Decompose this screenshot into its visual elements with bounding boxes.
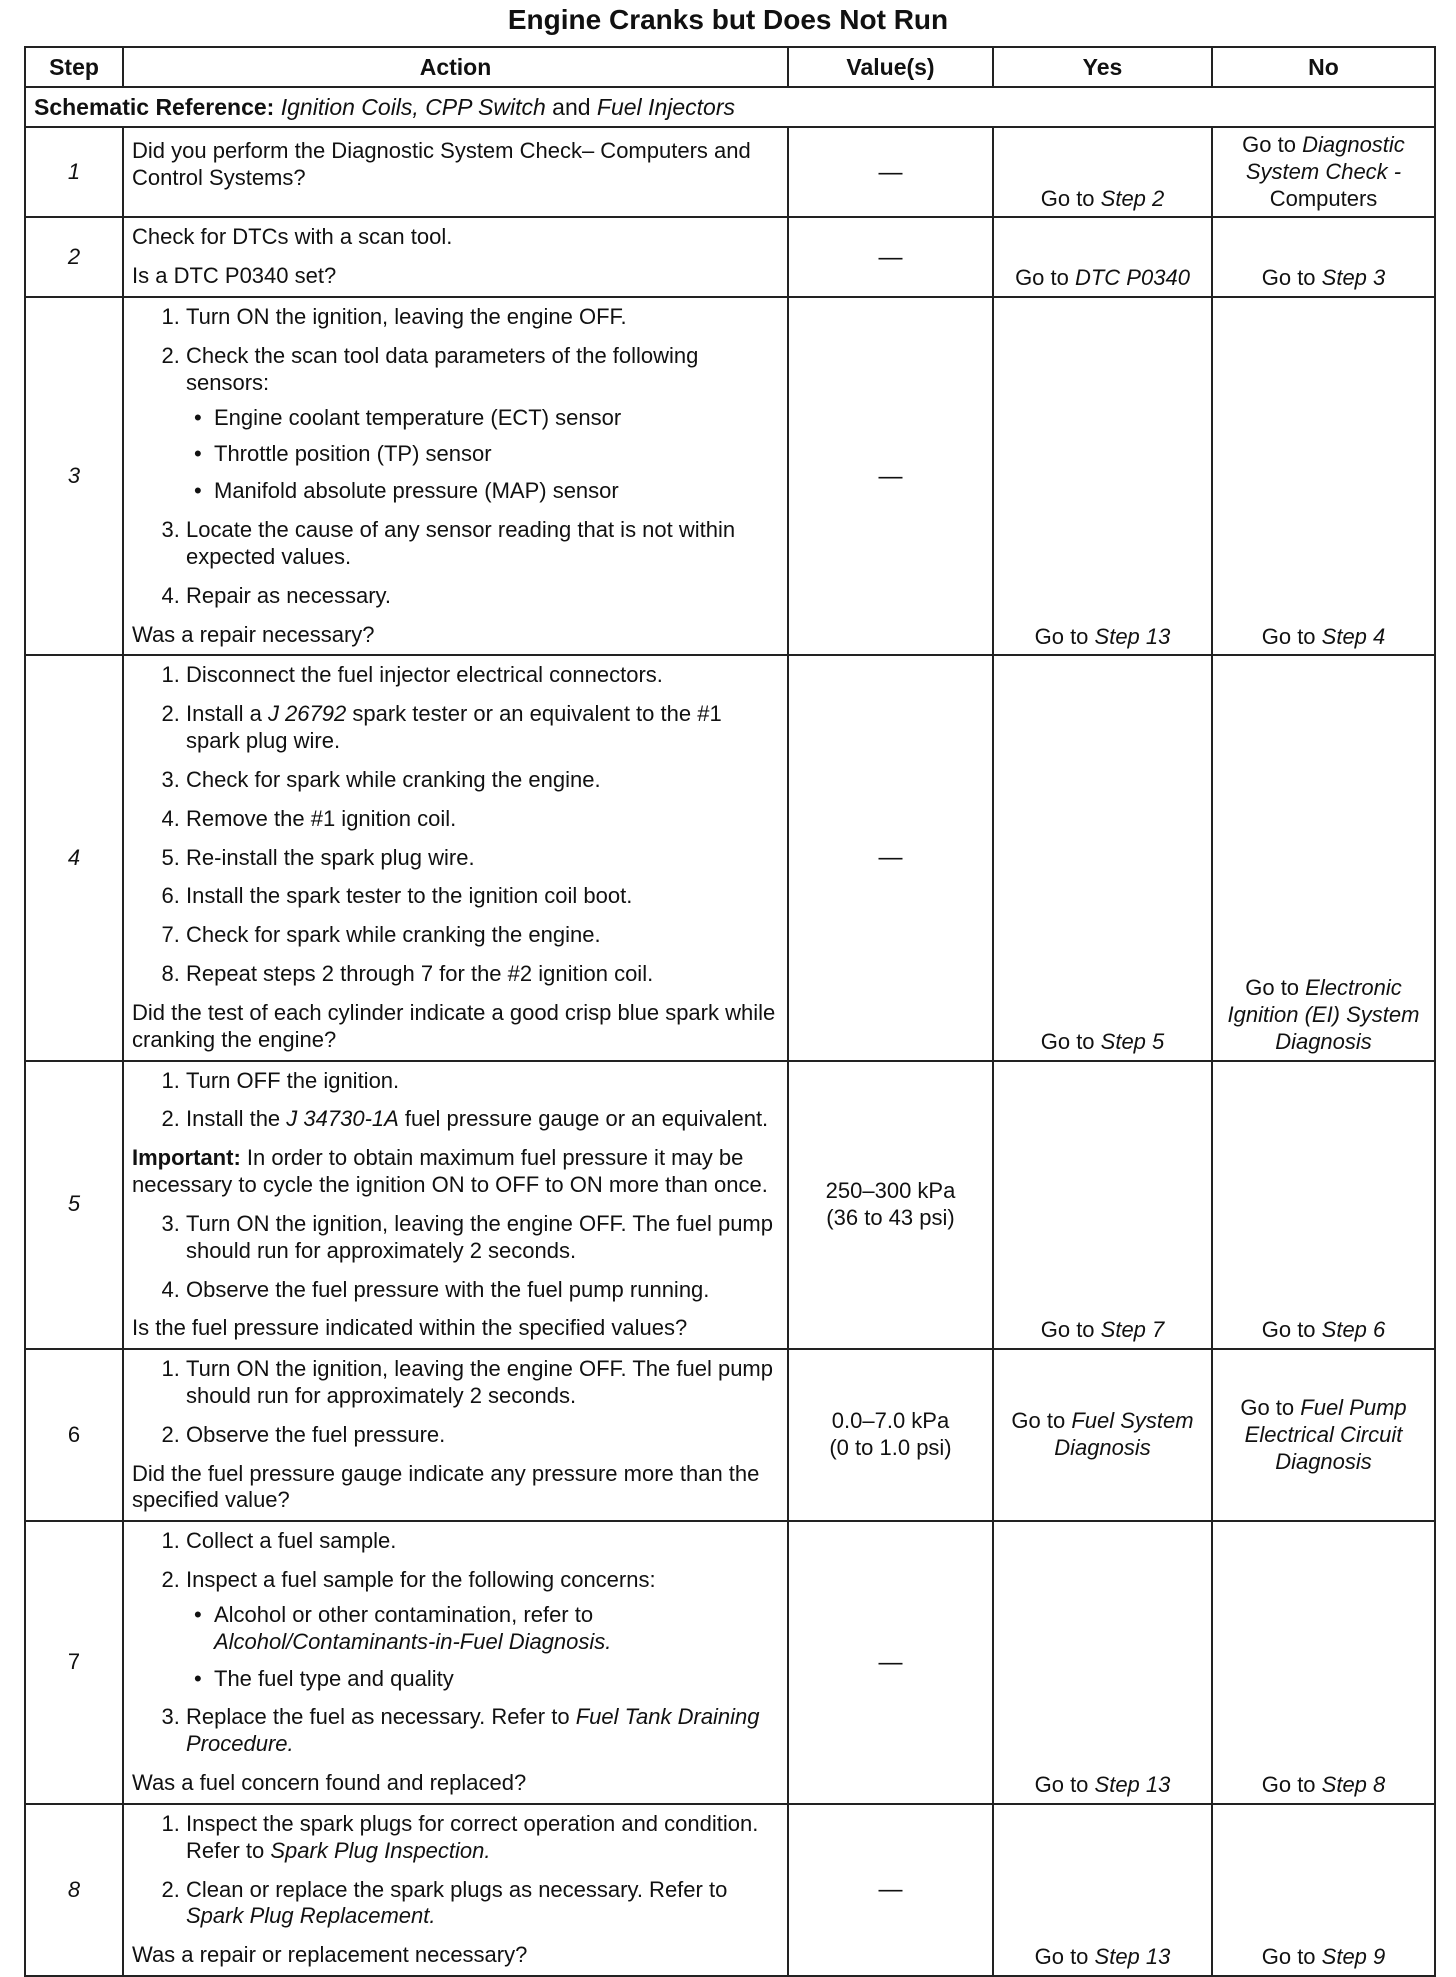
yes-text: Go to xyxy=(1034,1772,1095,1798)
action-steps xyxy=(132,1211,779,1303)
action-steps xyxy=(132,662,779,987)
yes-text: Go to xyxy=(1015,265,1075,291)
schematic-reference xyxy=(25,87,1435,127)
action-step-text: Disconnect the fuel injector electrical connectors. xyxy=(186,662,663,688)
table-row xyxy=(25,655,1435,1060)
no-text: Diagnostic System Check - xyxy=(1245,132,1405,184)
sub-item xyxy=(214,405,779,432)
sub-items xyxy=(186,1602,779,1692)
action-step xyxy=(186,517,779,571)
action-step xyxy=(186,1528,779,1555)
values-cell xyxy=(788,217,993,297)
action-cell xyxy=(123,127,788,217)
values-cell xyxy=(788,127,993,217)
action-step-text: Clean or replace the spark plugs as necessary. Refer to xyxy=(186,1876,728,1902)
action-cell xyxy=(123,217,788,297)
action-step-text: Install a xyxy=(186,701,268,727)
no-outcome xyxy=(1212,127,1435,217)
header-row xyxy=(25,47,1435,87)
value-line: 0.0–7.0 kPa xyxy=(831,1408,950,1434)
yes-text: Step 13 xyxy=(1094,1772,1171,1798)
action-steps xyxy=(132,1811,779,1930)
yes-text: Go to xyxy=(1011,1408,1072,1434)
sub-item xyxy=(214,478,779,505)
no-text: Go to xyxy=(1261,1772,1322,1798)
no-text: Step 8 xyxy=(1321,1772,1386,1798)
sub-item-text: The fuel type and quality xyxy=(214,1665,454,1691)
action-step xyxy=(186,1068,779,1095)
action-step xyxy=(186,701,779,755)
no-text: Go to xyxy=(1261,1944,1322,1970)
step-number: 8 xyxy=(25,1804,123,1976)
action-step-text: Observe the fuel pressure. xyxy=(186,1421,446,1447)
action-step xyxy=(186,1877,779,1931)
no-text: Step 4 xyxy=(1321,623,1386,649)
dash-value: — xyxy=(878,243,903,271)
step-number: 1 xyxy=(25,127,123,217)
sub-item-text: Manifold absolute pressure (MAP) sensor xyxy=(214,478,619,504)
table-row xyxy=(25,217,1435,297)
action-question xyxy=(132,263,779,290)
no-text: Step 6 xyxy=(1321,1317,1386,1343)
yes-outcome xyxy=(993,1521,1212,1804)
action-step xyxy=(186,922,779,949)
action-step-text: spark tester or an equivalent to the #1 spark plug wire. xyxy=(186,701,722,754)
action-step xyxy=(186,662,779,689)
no-outcome xyxy=(1212,1061,1435,1350)
action-step xyxy=(186,1567,779,1692)
dash-value: — xyxy=(878,462,903,490)
values-cell xyxy=(788,1349,993,1521)
yes-outcome xyxy=(993,655,1212,1060)
no-outcome xyxy=(1212,1521,1435,1804)
page-title: Engine Cranks but Does Not Run xyxy=(507,4,949,35)
question-text: Is a DTC P0340 set? xyxy=(132,263,337,289)
step-number: 3 xyxy=(25,297,123,655)
action-step-text: Re-install the spark plug wire. xyxy=(186,844,475,870)
action-question xyxy=(132,1315,779,1342)
action-question xyxy=(132,1000,779,1054)
no-text: Go to xyxy=(1245,975,1306,1001)
no-outcome xyxy=(1212,655,1435,1060)
note-text: In order to obtain maximum fuel pressure it may be necessary to cycle the ignition ON to OFF to ON more than once. xyxy=(132,1145,768,1198)
sub-items xyxy=(186,405,779,505)
table-row xyxy=(25,127,1435,217)
sub-item xyxy=(214,441,779,468)
header-no: No xyxy=(1212,47,1435,87)
action-step xyxy=(186,1422,779,1449)
no-text: Computers xyxy=(1269,185,1378,211)
yes-text: Step 5 xyxy=(1100,1028,1165,1054)
schematic-ref: Ignition Coils, CPP Switch xyxy=(280,93,546,120)
action-step-text: Spark Plug Replacement. xyxy=(186,1903,436,1929)
important-note xyxy=(132,1145,779,1199)
action-step-text: Repeat steps 2 through 7 for the #2 ignition coil. xyxy=(186,961,654,987)
no-text: Go to xyxy=(1261,623,1322,649)
no-outcome xyxy=(1212,297,1435,655)
action-question xyxy=(132,1461,779,1515)
action-instruction xyxy=(132,224,779,251)
question-text: Check for DTCs with a scan tool. xyxy=(132,224,453,250)
sub-item-text: Throttle position (TP) sensor xyxy=(214,441,492,467)
table-row xyxy=(25,1349,1435,1521)
yes-text: Step 13 xyxy=(1094,623,1171,649)
action-step-text: Remove the #1 ignition coil. xyxy=(186,805,457,831)
action-step xyxy=(186,845,779,872)
yes-text: Fuel System Diagnosis xyxy=(1054,1408,1194,1461)
action-step-text: Collect a fuel sample. xyxy=(186,1528,397,1554)
value-line: (36 to 43 psi) xyxy=(826,1204,955,1230)
yes-text: Go to xyxy=(1040,1317,1101,1343)
schematic-row xyxy=(25,87,1435,127)
action-step xyxy=(186,1811,779,1865)
sub-item-text: Engine coolant temperature (ECT) sensor xyxy=(214,404,622,430)
action-steps xyxy=(132,1068,779,1134)
yes-outcome xyxy=(993,1349,1212,1521)
action-step xyxy=(186,304,779,331)
no-outcome xyxy=(1212,217,1435,297)
header-values: Value(s) xyxy=(788,47,993,87)
yes-text: DTC P0340 xyxy=(1074,265,1190,291)
step-number: 5 xyxy=(25,1061,123,1350)
dash-value: — xyxy=(878,844,903,872)
action-step-text: Turn ON the ignition, leaving the engine OFF. The fuel pump should run for approximately 2 seconds. xyxy=(186,1210,773,1263)
schematic-ref: and xyxy=(545,93,597,120)
no-outcome xyxy=(1212,1804,1435,1976)
action-step-text: Check for spark while cranking the engine. xyxy=(186,922,601,948)
action-step-text: Turn ON the ignition, leaving the engine OFF. xyxy=(186,304,627,330)
action-step-text: Locate the cause of any sensor reading that is not within expected values. xyxy=(186,517,736,569)
question-text: Was a repair or replacement necessary? xyxy=(132,1942,528,1968)
yes-outcome xyxy=(993,1804,1212,1976)
sub-item xyxy=(214,1666,779,1693)
yes-outcome xyxy=(993,297,1212,655)
action-step xyxy=(186,806,779,833)
action-step-text: Inspect the spark plugs for correct operation and condition. Refer to xyxy=(186,1810,759,1863)
action-cell xyxy=(123,655,788,1060)
action-step xyxy=(186,961,779,988)
action-steps xyxy=(132,304,779,609)
yes-text: Go to xyxy=(1040,185,1101,211)
yes-outcome xyxy=(993,127,1212,217)
values-cell xyxy=(788,1804,993,1976)
yes-outcome xyxy=(993,1061,1212,1350)
sub-item xyxy=(214,1602,779,1656)
action-step-text: Turn ON the ignition, leaving the engine OFF. The fuel pump should run for approximately 2 seconds. xyxy=(186,1356,773,1408)
no-text: Step 3 xyxy=(1321,265,1386,291)
action-steps xyxy=(132,1356,779,1448)
action-cell xyxy=(123,1521,788,1804)
action-step-text: Check for spark while cranking the engine. xyxy=(186,766,601,792)
yes-text: Step 7 xyxy=(1100,1317,1165,1343)
yes-text: Go to xyxy=(1034,1944,1095,1970)
sub-item-text: Alcohol or other contamination, refer to xyxy=(214,1601,594,1627)
question-text: Did the test of each cylinder indicate a good crisp blue spark while cranking the engine? xyxy=(132,999,776,1052)
action-cell xyxy=(123,1804,788,1976)
action-step xyxy=(186,767,779,794)
action-cell xyxy=(123,1061,788,1350)
no-text: Go to xyxy=(1261,1317,1322,1343)
question-text: Is the fuel pressure indicated within the specified values? xyxy=(132,1315,688,1341)
no-text: Go to xyxy=(1240,1394,1301,1420)
values-cell xyxy=(788,1521,993,1804)
action-step xyxy=(186,1277,779,1304)
table-row xyxy=(25,1804,1435,1976)
header-step: Step xyxy=(25,47,123,87)
header-action: Action xyxy=(123,47,788,87)
action-step-text: J 26792 xyxy=(267,701,347,727)
step-number: 7 xyxy=(25,1521,123,1804)
sub-item-text: Alcohol/Contaminants-in-Fuel Diagnosis. xyxy=(214,1628,612,1654)
action-step-text: Spark Plug Inspection. xyxy=(270,1837,491,1863)
table-row xyxy=(25,1521,1435,1804)
table-row xyxy=(25,297,1435,655)
yes-outcome xyxy=(993,217,1212,297)
action-cell xyxy=(123,1349,788,1521)
yes-text: Step 2 xyxy=(1100,185,1165,211)
question-text: Was a fuel concern found and replaced? xyxy=(132,1770,527,1796)
action-step-text: Repair as necessary. xyxy=(186,582,392,608)
no-text: Go to xyxy=(1242,132,1303,157)
step-number: 4 xyxy=(25,655,123,1060)
yes-text: Go to xyxy=(1034,623,1095,649)
action-step xyxy=(186,1704,779,1758)
table-row xyxy=(25,1061,1435,1350)
action-step-text: J 34730-1A xyxy=(286,1106,399,1132)
dash-value: — xyxy=(878,1876,903,1904)
action-step-text: Observe the fuel pressure with the fuel pump running. xyxy=(186,1276,710,1302)
action-step-text: fuel pressure gauge or an equivalent. xyxy=(398,1106,769,1132)
action-step-text: Install the xyxy=(186,1106,287,1132)
action-step-text: Fuel Tank Draining Procedure. xyxy=(186,1704,760,1757)
values-cell xyxy=(788,1061,993,1350)
action-question xyxy=(132,622,779,649)
schematic-ref: Fuel Injectors xyxy=(596,93,735,120)
yes-text: Go to xyxy=(1040,1028,1101,1054)
schematic-label: Schematic Reference: xyxy=(34,93,275,120)
action-step-text: Install the spark tester to the ignition coil boot. xyxy=(186,883,633,909)
no-outcome xyxy=(1212,1349,1435,1521)
header-yes: Yes xyxy=(993,47,1212,87)
step-number: 2 xyxy=(25,217,123,297)
value-line: (0 to 1.0 psi) xyxy=(829,1435,952,1461)
action-steps xyxy=(132,1528,779,1758)
yes-text: Step 13 xyxy=(1094,1944,1171,1970)
question-text: Was a repair necessary? xyxy=(132,621,375,647)
action-step xyxy=(186,583,779,610)
values-cell xyxy=(788,297,993,655)
action-cell xyxy=(123,297,788,655)
action-question xyxy=(132,1942,779,1969)
action-step-text: Inspect a fuel sample for the following concerns: xyxy=(186,1567,656,1593)
value-line: 250–300 kPa xyxy=(825,1178,956,1204)
no-text: Fuel Pump Electrical Circuit Diagnosis xyxy=(1244,1394,1407,1474)
note-text: Important: xyxy=(132,1145,241,1171)
action-step xyxy=(186,343,779,505)
diagnostic-table xyxy=(24,46,1436,1977)
action-step-text: Check the scan tool data parameters of the following sensors: xyxy=(186,342,699,395)
action-step xyxy=(186,1106,779,1133)
no-text: Electronic Ignition (EI) System Diagnosis xyxy=(1227,975,1420,1054)
action-step xyxy=(186,883,779,910)
no-text: Step 9 xyxy=(1321,1944,1386,1970)
action-question xyxy=(132,1770,779,1797)
dash-value: — xyxy=(878,1648,903,1676)
dash-value: — xyxy=(878,158,903,186)
action-step xyxy=(186,1356,779,1410)
values-cell xyxy=(788,655,993,1060)
question-text: Did you perform the Diagnostic System Check– Computers and Control Systems? xyxy=(132,138,751,190)
action-step-text: Turn OFF the ignition. xyxy=(186,1067,400,1093)
question-text: Did the fuel pressure gauge indicate any pressure more than the specified value? xyxy=(132,1460,760,1513)
step-number: 6 xyxy=(25,1349,123,1521)
no-text: Go to xyxy=(1261,265,1322,291)
action-question xyxy=(132,138,779,192)
action-step xyxy=(186,1211,779,1265)
action-step-text: Replace the fuel as necessary. Refer to xyxy=(186,1704,576,1730)
